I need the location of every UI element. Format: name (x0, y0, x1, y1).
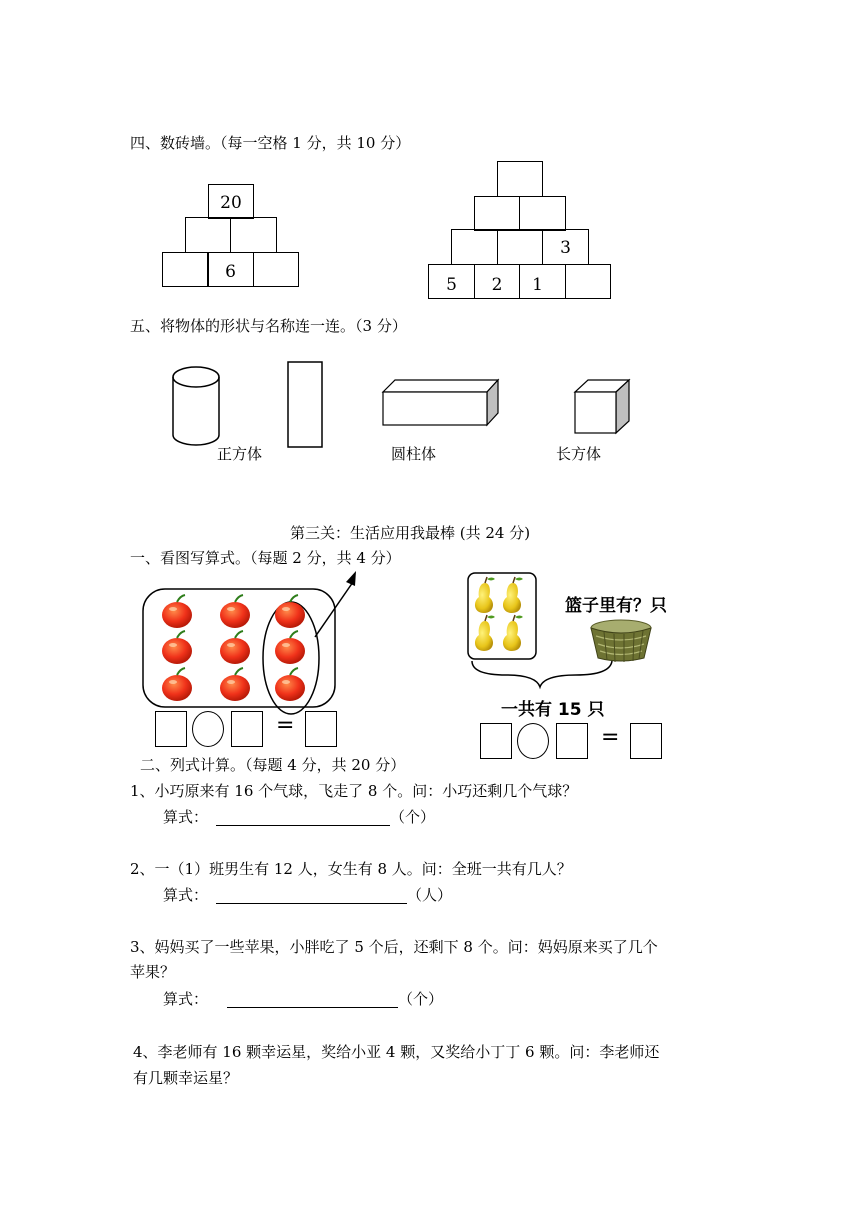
brick-bottom: 5 (428, 264, 475, 299)
brick-empty[interactable] (162, 252, 209, 287)
unit-label: （个） (390, 808, 436, 826)
brick-row3-right: 3 (542, 229, 589, 265)
q2-title: 二、列式计算。（每题 4 分，共 20 分） (140, 756, 406, 774)
answer-box[interactable] (630, 723, 662, 759)
brick-empty[interactable] (497, 229, 543, 265)
q2-item3-question-cont: 苹果？ (130, 963, 176, 981)
q2-item3-question: 3、妈妈买了一些苹果，小胖吃了 5 个后，还剩下 8 个。问：妈妈原来买了几个 (130, 938, 658, 956)
pears-picture (466, 571, 556, 691)
answer-box[interactable] (231, 711, 263, 747)
q2-item4-question-cont: 有几颗幸运星？ (133, 1069, 239, 1087)
operator-circle[interactable] (517, 723, 549, 759)
answer-box[interactable] (556, 723, 588, 759)
formula-label: 算式： (163, 990, 209, 1008)
operator-circle[interactable] (192, 711, 224, 747)
brick-bottom: 2 (474, 264, 520, 299)
brick-empty[interactable] (497, 161, 543, 197)
basket-picture (588, 618, 654, 664)
brick-empty[interactable] (474, 196, 520, 231)
answer-box[interactable] (155, 711, 187, 747)
q2-item4-question: 4、李老师有 16 颗幸运星，奖给小亚 4 颗，又奖给小丁丁 6 颗。问：李老师还 (133, 1043, 660, 1061)
brick-empty[interactable] (230, 217, 277, 253)
cube-shape (574, 379, 632, 435)
brick-bottom: 1 (519, 264, 566, 299)
cuboid-shape (382, 378, 502, 428)
brick-empty[interactable] (253, 252, 299, 287)
equals-sign: = (276, 713, 295, 738)
answer-box[interactable] (480, 723, 512, 759)
brick-bottom-middle: 6 (207, 252, 254, 287)
unit-label: （人） (407, 886, 453, 904)
answer-box[interactable] (305, 711, 337, 747)
label-cube-name: 正方体 (217, 445, 263, 463)
answer-line[interactable] (216, 825, 390, 826)
apples-picture (140, 565, 365, 711)
equals-sign: = (601, 725, 620, 750)
part3-title: 第三关：生活应用我最棒 (共 24 分) (290, 524, 531, 542)
brick-empty[interactable] (185, 217, 231, 253)
brick-top: 20 (208, 184, 254, 219)
basket-question: 篮子里有？只 (565, 596, 667, 616)
cylinder-shape (170, 365, 222, 450)
answer-line[interactable] (216, 903, 407, 904)
total-text: 一共有 15 只 (501, 700, 605, 720)
unit-label: （个） (398, 990, 444, 1008)
formula-label: 算式： (163, 808, 209, 826)
brick-empty[interactable] (565, 264, 611, 299)
label-cylinder-name: 圆柱体 (391, 445, 437, 463)
label-cuboid-name: 长方体 (556, 445, 602, 463)
q1-title: 一、看图写算式。（每题 2 分，共 4 分） (130, 549, 401, 567)
brick-empty[interactable] (519, 196, 566, 231)
tall-rectangle-shape (287, 361, 323, 449)
brick-empty[interactable] (451, 229, 498, 265)
q2-item2-question: 2、一（1）班男生有 12 人，女生有 8 人。问：全班一共有几人？ (130, 860, 572, 878)
section5-title: 五、将物体的形状与名称连一连。（3 分） (130, 317, 407, 335)
q2-item1-question: 1、小巧原来有 16 个气球，飞走了 8 个。问：小巧还剩几个气球？ (130, 782, 578, 800)
section4-title: 四、数砖墙。（每一空格 1 分，共 10 分） (130, 134, 411, 152)
answer-line[interactable] (227, 1007, 398, 1008)
formula-label: 算式： (163, 886, 209, 904)
